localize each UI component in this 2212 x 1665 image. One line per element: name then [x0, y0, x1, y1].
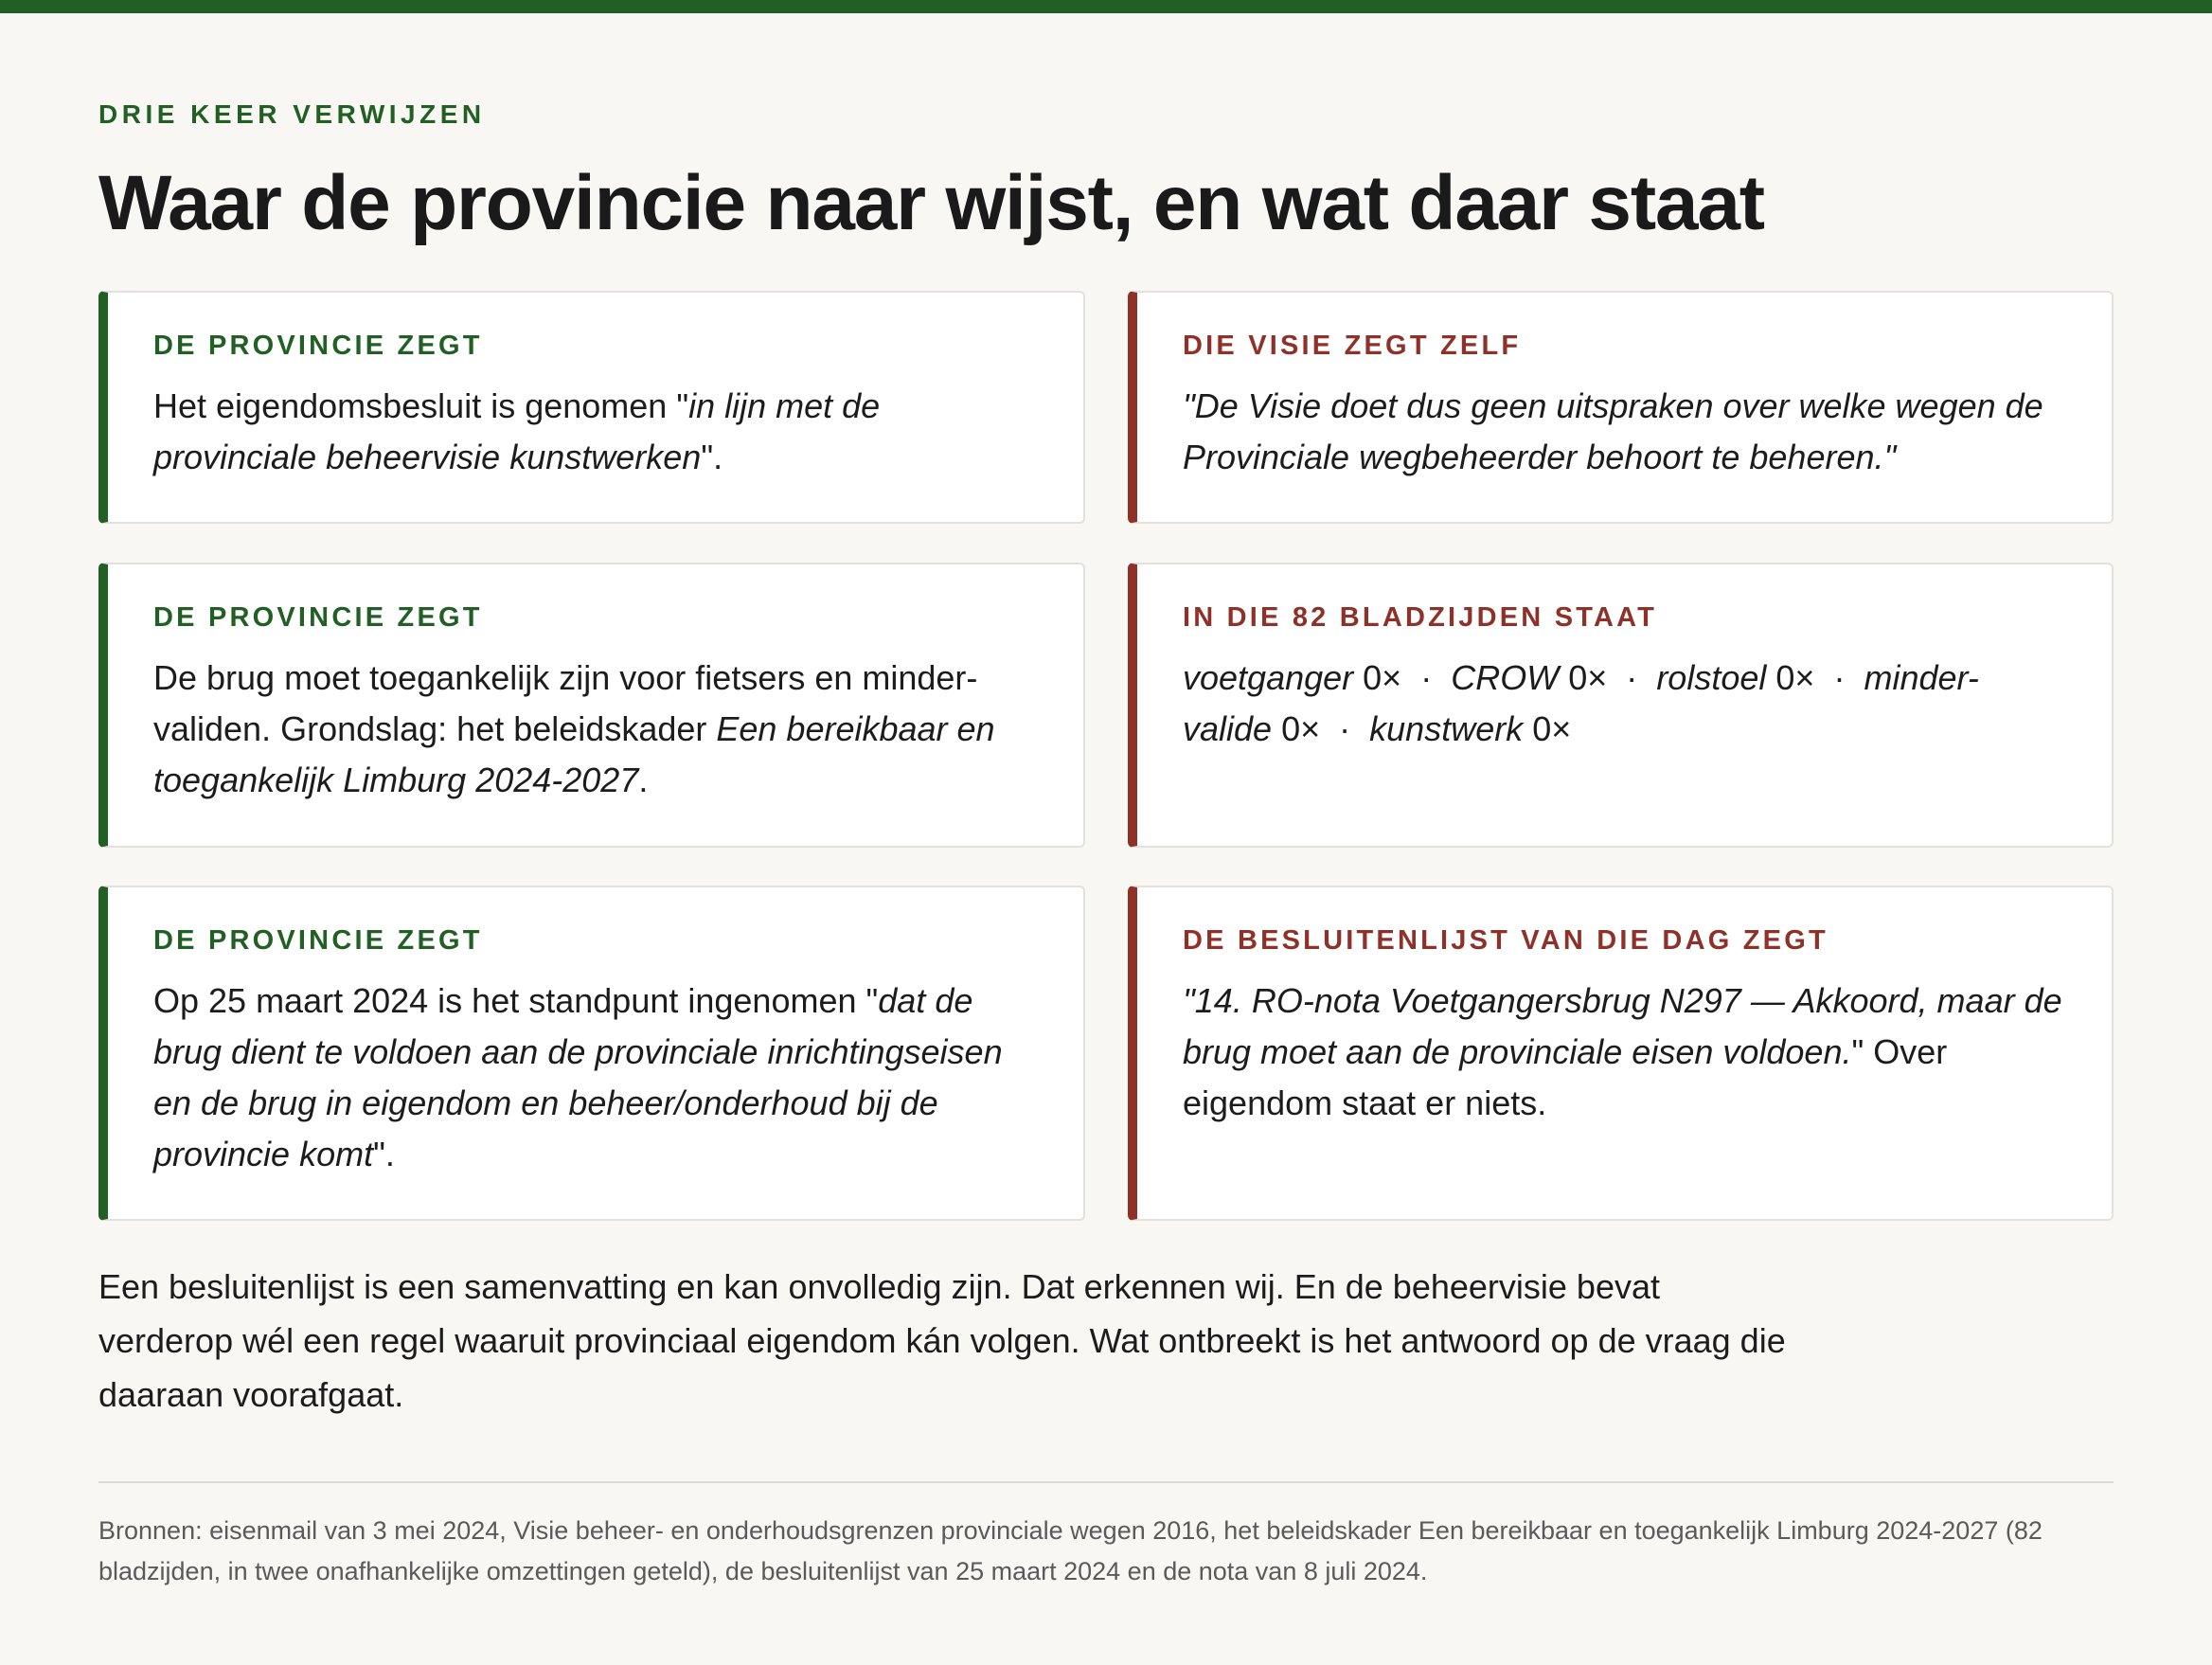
province-claim-card-1: [98, 291, 1085, 524]
quote-italic: in lijn met de provinciale beheervisie kunstwerken: [153, 386, 881, 476]
card-text: [1183, 976, 2066, 1129]
card-text: [153, 653, 1038, 806]
source-card-3: [1128, 886, 2114, 1221]
card-text: [153, 381, 1038, 483]
term-count: 0×: [1568, 658, 1608, 697]
source-card-1: [1128, 291, 2114, 524]
card-text: [1183, 381, 2066, 483]
term-count: 0×: [1775, 658, 1815, 697]
page-title: Waar de provincie naar wijst, en wat daar staat: [98, 160, 1764, 246]
quote-italic: "14. RO-nota Voetgangersbrug N297 — Akkoord, maar de brug moet aan de provinciale eisen voldoen.: [1183, 981, 2062, 1071]
card-label: DE PROVINCIE ZEGT: [153, 331, 483, 361]
term-word: CROW: [1451, 658, 1560, 697]
province-claim-card-2: [98, 563, 1085, 848]
term-word: rolstoel: [1656, 658, 1767, 697]
source-card-2: [1128, 563, 2114, 848]
card-label: DIE VISIE ZEGT ZELF: [1183, 331, 1522, 361]
term-word: minder-valide: [1183, 658, 1979, 748]
divider: [98, 1481, 2114, 1483]
card-label: DE BESLUITENLIJST VAN DIE DAG ZEGT: [1183, 925, 1828, 956]
quote-italic: "De Visie doet dus geen uitspraken over welke wegen de Provinciale wegbeheerder behoort te beheren.": [1183, 386, 2043, 476]
summary-paragraph: Een besluitenlijst is een samenvatting en kan onvolledig zijn. Dat erkennen wij. En de beheervisie bevat verderop wél een regel waaruit provinciaal eigendom kán volgen. Wat ontbreekt is het antwoord op de vraag die daaraan voorafgaat.: [98, 1267, 1786, 1414]
card-text: [153, 976, 1038, 1180]
term-word: voetganger: [1183, 658, 1354, 697]
sources-footnote: Bronnen: eisenmail van 3 mei 2024, Visie beheer- en onderhoudsgrenzen provinciale wegen 2016, het beleidskader Een bereikbaar en toegankelijk Limburg 2024-2027 (82 bladzijden, in twee onafhankelijke omzettingen geteld), de besluitenlijst van 25 maart 2024 en de nota van 8 juli 2024.: [98, 1516, 2043, 1585]
province-claim-card-3: [98, 886, 1085, 1221]
term-count: 0×: [1363, 658, 1402, 697]
card-label: DE PROVINCIE ZEGT: [153, 925, 483, 956]
text-part: " Over eigendom staat er niets.: [1183, 1032, 1948, 1122]
card-label: DE PROVINCIE ZEGT: [153, 602, 483, 633]
term-separator: ·: [1339, 709, 1351, 748]
term-count: 0×: [1281, 709, 1321, 748]
term-count: 0×: [1532, 709, 1572, 748]
term-separator: ·: [1420, 658, 1433, 697]
term-count-list: [1183, 653, 2066, 755]
text-part: Het eigendomsbesluit is genomen ": [153, 386, 689, 425]
text-part: ".: [701, 438, 723, 476]
quote-italic: dat de brug dient te voldoen aan de provinciale inrichtingseisen en de brug in eigendom en beheer/onderhoud bij de provincie komt: [153, 981, 1003, 1173]
term-word: kunstwerk: [1369, 709, 1524, 748]
document-title-italic: Een bereikbaar en toegankelijk Limburg 2024-2027: [153, 709, 995, 799]
section-kicker: DRIE KEER VERWIJZEN: [98, 99, 486, 129]
text-part: .: [638, 761, 649, 799]
term-separator: ·: [1626, 658, 1638, 697]
card-label: IN DIE 82 BLADZIJDEN STAAT: [1183, 602, 1658, 633]
text-part: ".: [373, 1135, 395, 1173]
text-part: De brug moet toegankelijk zijn voor fietsers en minder-validen. Grondslag: het beleidskader: [153, 658, 978, 748]
text-part: Op 25 maart 2024 is het standpunt ingenomen ": [153, 981, 879, 1020]
top-accent-bar: [0, 0, 2212, 13]
term-separator: ·: [1833, 658, 1846, 697]
